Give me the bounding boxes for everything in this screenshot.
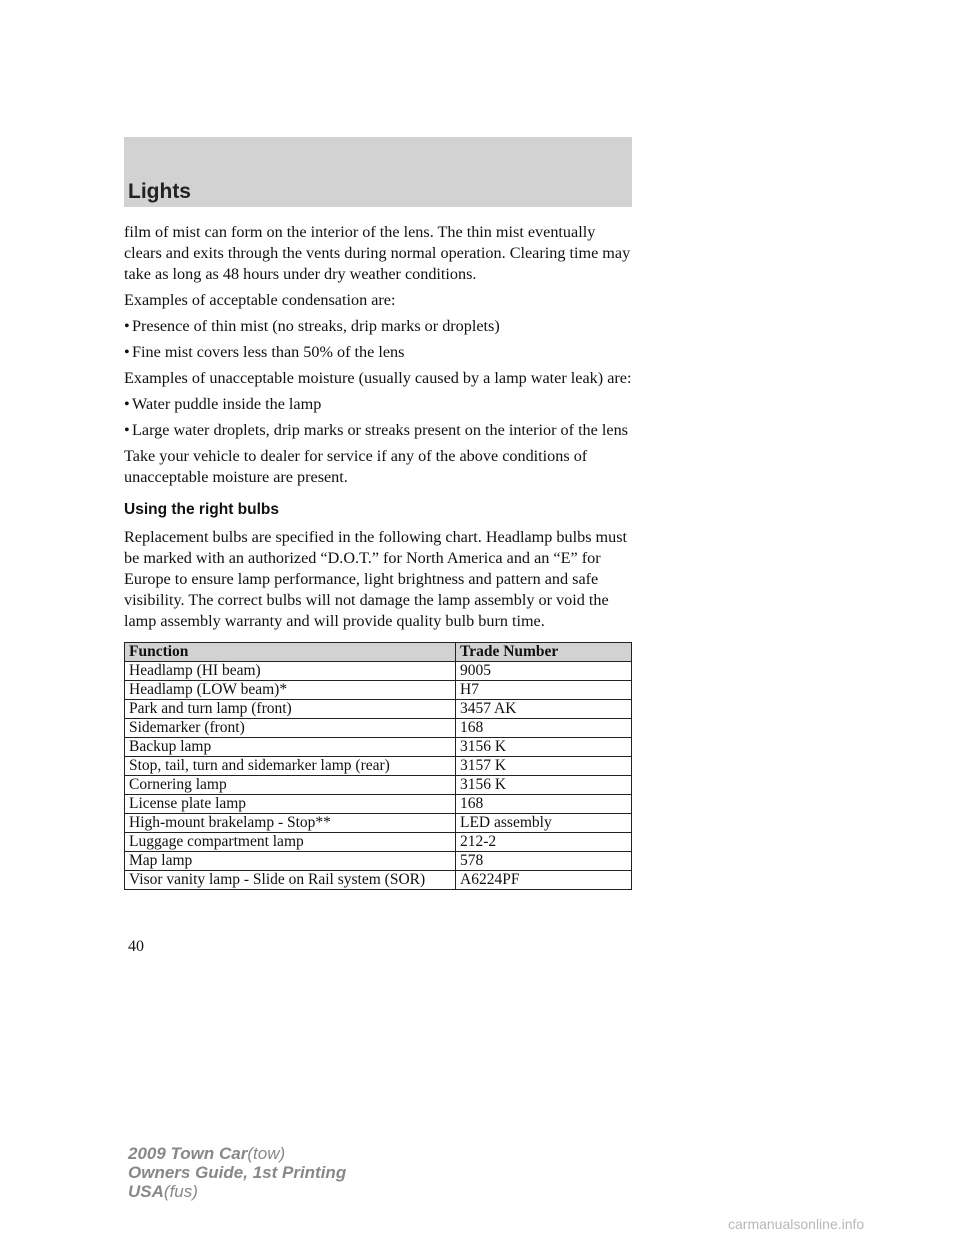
- table-row: [125, 833, 632, 852]
- trade-number-cell: 3156 K: [456, 776, 632, 795]
- list-item: • Water puddle inside the lamp: [124, 395, 322, 413]
- trade-number-cell: 212-2: [456, 833, 632, 852]
- unacceptable-heading: Examples of unacceptable moisture (usually caused by a lamp water leak) are:: [124, 369, 632, 387]
- function-cell: Visor vanity lamp - Slide on Rail system (SOR): [125, 871, 456, 890]
- page-number: 40: [128, 938, 144, 955]
- table-row: [125, 662, 632, 681]
- function-cell: Headlamp (HI beam): [125, 662, 456, 681]
- table-row: [125, 871, 632, 890]
- function-cell: Map lamp: [125, 852, 456, 871]
- list-item: • Presence of thin mist (no streaks, drip marks or droplets): [124, 317, 500, 335]
- footer-printing: Owners Guide, 1st Printing: [128, 1163, 347, 1182]
- function-cell: Park and turn lamp (front): [125, 700, 456, 719]
- function-cell: Headlamp (LOW beam)*: [125, 681, 456, 700]
- footer-model: 2009 Town Car: [128, 1144, 248, 1163]
- function-cell: High-mount brakelamp - Stop**: [125, 814, 456, 833]
- trade-number-cell: 168: [456, 795, 632, 814]
- table-row: [125, 795, 632, 814]
- trade-number-cell: H7: [456, 681, 632, 700]
- function-cell: Stop, tail, turn and sidemarker lamp (rear): [125, 757, 456, 776]
- bullet-icon: •: [124, 317, 130, 335]
- trade-number-cell: 168: [456, 719, 632, 738]
- column-header-trade-number: Trade Number: [456, 643, 632, 662]
- trade-number-cell: 9005: [456, 662, 632, 681]
- bulbs-heading: Using the right bulbs: [124, 501, 279, 518]
- table-row: [125, 757, 632, 776]
- trade-number-cell: 578: [456, 852, 632, 871]
- acceptable-heading: Examples of acceptable condensation are:: [124, 291, 396, 309]
- bullet-icon: •: [124, 343, 130, 361]
- trade-number-cell: 3457 AK: [456, 700, 632, 719]
- table-row: [125, 681, 632, 700]
- table-header-row: [125, 643, 632, 662]
- footer-region-code: (fus): [163, 1182, 198, 1201]
- page-content: [124, 222, 632, 890]
- table-row: [125, 719, 632, 738]
- intro-paragraph: film of mist can form on the interior of the lens. The thin mist eventually clears and exits through the vents during normal operation. Clearing time may take as long as 48 hours under dry weather conditions.: [124, 223, 631, 283]
- table-row: [125, 814, 632, 833]
- table-row: [125, 852, 632, 871]
- trade-number-cell: 3157 K: [456, 757, 632, 776]
- bullet-icon: •: [124, 421, 130, 439]
- section-header-band: [124, 137, 632, 207]
- bulb-table: [124, 642, 632, 890]
- function-cell: Cornering lamp: [125, 776, 456, 795]
- footer-region: USA: [128, 1182, 164, 1201]
- footer-model-code: (tow): [247, 1144, 286, 1163]
- table-row: [125, 738, 632, 757]
- bulbs-paragraph: Replacement bulbs are specified in the following chart. Headlamp bulbs must be marked with an authorized “D.O.T.” for North America and an “E” for Europe to ensure lamp performance, light brightness and pattern and safe visibility. The correct bulbs will not damage the lamp assembly or void the lamp assembly warranty and will provide quality bulb burn time.: [124, 528, 628, 630]
- document-footer: [128, 1144, 346, 1201]
- list-item: • Fine mist covers less than 50% of the lens: [124, 343, 405, 361]
- watermark: carmanualsonline.info: [728, 1216, 865, 1232]
- function-cell: Luggage compartment lamp: [125, 833, 456, 852]
- table-row: [125, 776, 632, 795]
- function-cell: License plate lamp: [125, 795, 456, 814]
- service-paragraph: Take your vehicle to dealer for service if any of the above conditions of unacceptable moisture are present.: [124, 447, 588, 486]
- trade-number-cell: LED assembly: [456, 814, 632, 833]
- trade-number-cell: 3156 K: [456, 738, 632, 757]
- table-row: [125, 700, 632, 719]
- bullet-icon: •: [124, 395, 130, 413]
- function-cell: Backup lamp: [125, 738, 456, 757]
- section-title: Lights: [128, 180, 191, 203]
- list-item: • Large water droplets, drip marks or streaks present on the interior of the lens: [124, 421, 628, 439]
- function-cell: Sidemarker (front): [125, 719, 456, 738]
- column-header-function: Function: [125, 643, 456, 662]
- trade-number-cell: A6224PF: [456, 871, 632, 890]
